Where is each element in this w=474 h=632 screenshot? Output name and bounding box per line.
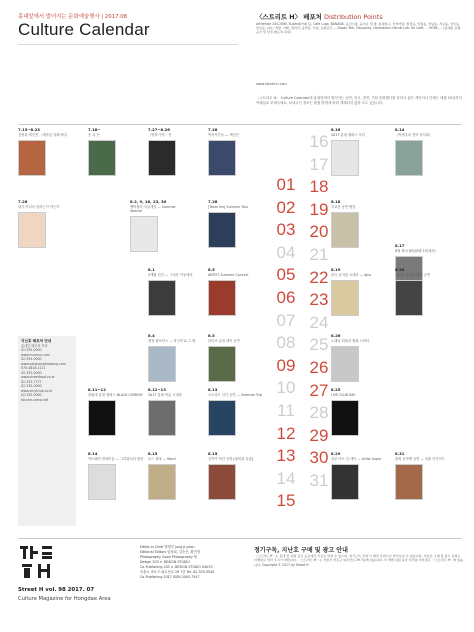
calendar-day-24: 24 xyxy=(309,312,329,332)
event-title: 스트리트 인디 공연 — Summer Trip xyxy=(208,392,262,397)
event-title: 김영옥 개인전 〈계속된 일회에서〉 xyxy=(18,132,70,137)
event-thumbnail xyxy=(88,400,116,436)
event-thumbnail xyxy=(331,140,359,176)
credit-line: Photography Good Photography 팀 xyxy=(140,555,198,559)
event-thumbnail xyxy=(130,216,158,252)
event-title: 아트페어 현대미술 — 그리워서의 당신 xyxy=(88,456,144,461)
calendar-day-08: 08 xyxy=(276,333,296,353)
event-date: 8.16 xyxy=(331,127,341,132)
calendar-day-03: 03 xyxy=(276,220,296,240)
page-title: Culture Calendar xyxy=(18,20,150,39)
calendar-day-11: 11 xyxy=(277,401,295,420)
event-title: 한림대 홍대 캠퍼스 BLACK COMEDY xyxy=(88,392,143,397)
sidebar-line: www.streetfood.co.kr xyxy=(21,375,55,379)
event-item xyxy=(208,388,264,436)
event-title: 김작가 야간 공방 [광복절 특집] xyxy=(208,456,253,461)
event-title: 3개월 신간 — 그리운 이들에서 xyxy=(148,272,193,277)
event-item xyxy=(331,200,387,248)
credit-line: Co-Publishing 2017 ISSN 2093-7547 xyxy=(140,575,200,579)
event-item xyxy=(88,388,144,436)
footer-rule xyxy=(18,538,462,539)
notice-body: 〈스트리트 H〉는 홍대 앞 문화 공간 곳곳에서 무료로 만날 수 있으며, 정기구독 신청 시 매달 우편으로 받아보실 수 있습니다. 지난호 구매 및 광고 문의는 이메일로 연락 주시기 바랍니다. 〈스트리트 H〉는 서울시 마포구 와우산로 29 7층에 있습니다. 이 책에 실린 글과 사진의 저작권은 〈스트리트 H〉에 있습니다. Copyright © 2017 by Street H xyxy=(254,554,463,567)
event-item xyxy=(148,334,204,382)
sidebar-line: 02-335-0000 xyxy=(21,357,42,361)
event-item xyxy=(331,268,387,316)
event-item xyxy=(88,128,144,176)
event-thumbnail xyxy=(331,346,359,382)
event-date: 8.17 xyxy=(395,243,405,248)
event-date: 8.18 xyxy=(331,199,341,204)
event-title: 〈방학기억〉 전 xyxy=(148,132,172,137)
event-title: 광복 음악제 공연 — 마을 인사이드 xyxy=(395,456,445,461)
calendar-day-15: 15 xyxy=(276,491,296,511)
calendar-day-06: 06 xyxy=(276,288,296,307)
event-title: 노래의 회복과 힐링 시어터 xyxy=(331,338,370,343)
event-thumbnail xyxy=(395,140,423,176)
event-title: 현장 퍼포먼스 — 마구미 & 그 밖 xyxy=(148,338,196,343)
event-thumbnail xyxy=(208,400,236,436)
credit-line: Design 203 × DESIGN STUDIO xyxy=(140,560,190,564)
event-date: 8.20 xyxy=(395,267,405,272)
event-date: 8.12~13 xyxy=(148,387,166,392)
calendar-day-12: 12 xyxy=(276,423,296,443)
calendar-day-31: 31 xyxy=(309,471,329,490)
event-date: 8.13 xyxy=(208,387,218,392)
event-thumbnail xyxy=(331,464,359,500)
calendar-day-16: 16 xyxy=(309,132,329,151)
event-date: 7.28 xyxy=(208,199,218,204)
sidebar-line: 02-333-7777 xyxy=(21,379,42,384)
event-item xyxy=(148,452,204,500)
sidebar-line: touche-camp.net xyxy=(21,397,49,402)
sidebar-line: 02-335-0000 xyxy=(21,393,42,397)
event-date: 8.29 xyxy=(331,451,341,456)
event-thumbnail xyxy=(208,140,236,176)
credits xyxy=(140,545,250,580)
sidebar-line: www.murmur.com xyxy=(21,352,50,357)
event-item xyxy=(148,268,204,316)
calendar-day-20: 20 xyxy=(309,222,329,242)
distribution-list: Artfrenzie 334-2080, B-Aesd(카페 C), Cafe Lugo, BANANA, 동진시장, 을지로 책 방, 홍대입구, 상상마당, 합정동, 망원동, 연남동, 서교동, 상수동, 당인동, 하늘, 책방, 카페, 갤러리, 공연장, 서점, 문화공간 ... Dasan Talk, Gayoonzy, Hanmaeum Haruki Lab, Ho Café, ... HOMI, ... (홍대앞 문화공간 및 상점 배포처 목록) xyxy=(256,22,461,35)
sidebar-lines xyxy=(21,344,73,403)
event-title: 멤버쉽의 자유게임 — Summer Special xyxy=(130,204,176,213)
event-date: 7.18~ xyxy=(88,127,101,132)
event-thumbnail xyxy=(88,464,116,500)
event-date: 8.14 xyxy=(395,127,405,132)
event-thumbnail xyxy=(148,464,176,500)
event-title: 서교 아트 인 데이 — Artist Xupie xyxy=(331,456,382,461)
event-thumbnail xyxy=(208,346,236,382)
event-item xyxy=(331,334,387,382)
event-item xyxy=(208,334,264,382)
calendar-day-07: 07 xyxy=(276,310,296,330)
calendar-day-17: 17 xyxy=(309,154,329,174)
magazine-tagline: Culture Magazine for Hongdae Area xyxy=(18,596,111,602)
event-item xyxy=(208,452,264,500)
event-date: 7.15~8.23 xyxy=(18,127,40,132)
event-thumbnail xyxy=(395,280,423,316)
calendar-day-05: 05 xyxy=(276,265,296,285)
event-item xyxy=(18,200,74,248)
event-title: 서교동 뮤지컬 영화 공연 xyxy=(395,272,430,277)
event-date: 8.25 xyxy=(331,387,341,392)
event-title: 라이브 클럽 데이 공연 xyxy=(208,338,240,343)
calendar-day-29: 29 xyxy=(309,425,329,445)
event-title: 내가 어디서 일하는지 아는가 xyxy=(18,204,60,209)
event-date: 8.15 xyxy=(208,451,218,456)
credit-line: Editorial Editors 임성희, 김승은, 황민영 xyxy=(140,550,201,554)
event-thumbnail xyxy=(148,400,176,436)
event-title: 송 류 전 xyxy=(88,132,100,137)
event-date: 8.2, 9, 16, 23, 30 xyxy=(130,199,167,204)
credit-line: Co-Publishing 203 × DESIGN STUDIO 04033 xyxy=(140,565,213,569)
event-date: 8.15 xyxy=(148,451,158,456)
sidebar-line: www.sangsangmadang.com xyxy=(21,361,66,366)
event-date: 8.1 xyxy=(148,267,155,272)
calendar-day-09: 09 xyxy=(276,355,296,375)
calendar-day-13: 13 xyxy=(276,446,296,466)
calendar-day-01: 01 xyxy=(276,175,296,194)
event-thumbnail xyxy=(18,212,46,248)
event-thumbnail xyxy=(331,212,359,248)
event-title: 여성작가들 — 개인전 xyxy=(208,132,239,137)
event-thumbnail xyxy=(148,140,176,176)
notice-title: 정기구독, 지난호 구매 및 광고 안내 xyxy=(254,547,348,554)
calendar-day-22: 22 xyxy=(309,267,329,287)
event-item xyxy=(88,452,144,500)
credit-line: Editor-in-Chief 발행인 Jung Ji-yeon xyxy=(140,545,195,549)
event-item xyxy=(148,128,204,176)
event-date: 8.26 xyxy=(331,333,341,338)
calendar-day-26: 26 xyxy=(309,358,329,377)
event-item xyxy=(208,268,264,316)
header-divider xyxy=(18,44,238,45)
sidebar-line: 홍대앞 배포처 목록 xyxy=(21,343,48,348)
event-item xyxy=(331,388,387,436)
event-title: [Team Ink] Summer Tour xyxy=(208,204,249,209)
event-title: 서교동 공연 팝업 xyxy=(331,204,356,209)
calendar-day-19: 19 xyxy=(309,199,329,219)
street-h-logo xyxy=(18,544,66,586)
event-title: ARTIST Summer Concert xyxy=(208,272,249,277)
distribution-site: www.street-h.com xyxy=(256,82,287,86)
event-date: 8.4 xyxy=(148,333,155,338)
event-item xyxy=(208,200,264,248)
event-date: 8.31 xyxy=(395,451,405,456)
calendar-day-10: 10 xyxy=(276,378,296,398)
sidebar-title: 지난호 배포처 안내 xyxy=(21,339,52,343)
event-date: 8.11~12 xyxy=(88,387,106,392)
sidebar-line: www.vinylclub.co.kr xyxy=(21,388,53,393)
street-h-issue: Street H vol. 98 2017. 07 xyxy=(18,587,95,593)
credit-line: 서울시 마포구 와우산로 29 7층 Tel. 02-333-3545 xyxy=(140,570,215,574)
event-thumbnail xyxy=(88,140,116,176)
event-date: 8.14 xyxy=(88,451,98,456)
event-date: 8.19 xyxy=(331,267,341,272)
event-thumbnail xyxy=(331,280,359,316)
event-item xyxy=(148,388,204,436)
event-item xyxy=(395,452,451,500)
event-item xyxy=(18,128,74,176)
event-item xyxy=(331,128,387,176)
calendar-top-rule xyxy=(18,124,462,125)
event-thumbnail xyxy=(208,464,236,500)
calendar-day-04: 04 xyxy=(276,242,296,262)
event-date: 8.5 xyxy=(208,333,215,338)
event-title: 2017 홍대 캠퍼스 투어 xyxy=(331,132,365,137)
calendar-day-27: 27 xyxy=(309,380,329,400)
event-thumbnail xyxy=(208,280,236,316)
event-title: 2017 홍대 여름 시네마 xyxy=(148,392,182,397)
event-item xyxy=(395,268,451,316)
calendar-day-23: 23 xyxy=(309,290,329,310)
sidebar-line: 070-4818-1111 xyxy=(21,366,46,370)
calendar-day-30: 30 xyxy=(309,448,329,468)
calendar-day-28: 28 xyxy=(309,403,329,423)
sidebar-line: 02-335-0000 xyxy=(21,348,42,352)
calendar-day-25: 25 xyxy=(309,335,329,355)
calendar-day-21: 21 xyxy=(309,245,329,264)
event-date: 8.5 xyxy=(208,267,215,272)
event-thumbnail xyxy=(208,212,236,248)
event-thumbnail xyxy=(18,140,46,176)
distribution-title: 〈스트리트 H〉 배포처 Distribution Points xyxy=(256,13,383,21)
event-title: 로드 광복 — Word xyxy=(148,456,176,461)
event-title: 8월 제 4 활동(8월 1회에서) xyxy=(395,248,436,253)
event-item xyxy=(208,128,264,176)
event-title: 한국 뮤지컬 시네마 — Igna xyxy=(331,272,372,277)
kicker: 홍대앞에서 벌어지는 문화예술행사 | 2017.08 xyxy=(18,14,128,20)
sidebar-line: 02-335-0000 xyxy=(21,370,42,375)
sidebar-line: 02-335-0000 xyxy=(21,384,42,388)
event-title: LIVE CLUB DAY xyxy=(331,392,356,397)
event-thumbnail xyxy=(148,346,176,382)
event-item xyxy=(395,128,451,176)
event-item xyxy=(130,200,186,252)
event-item xyxy=(331,452,387,500)
sidebar-box xyxy=(18,336,76,526)
event-date: 7.27~8.26 xyxy=(148,127,170,132)
calendar-day-14: 14 xyxy=(276,468,296,488)
event-title: 〈박정수의 음악 독서회〉 xyxy=(395,132,433,137)
calendar-day-02: 02 xyxy=(276,197,296,217)
event-thumbnail xyxy=(148,280,176,316)
distribution-note: 〈스트리트 H〉 Culture Calendar에 홍대앞에서 벌어지는 공연, 전시, 강연, 기타 문화행사를 알리고 싶은 개인이나 단체는 매월 20일까지 이메일로 보내주세요. 보내주신 정보는 편집 방향에 따라 게재되지 않을 수도 있습니다. xyxy=(256,96,462,105)
event-thumbnail xyxy=(331,400,359,436)
event-date: 7.28 xyxy=(208,127,218,132)
event-thumbnail xyxy=(395,464,423,500)
calendar-day-18: 18 xyxy=(309,177,329,197)
event-date: 7.26 xyxy=(18,199,28,204)
